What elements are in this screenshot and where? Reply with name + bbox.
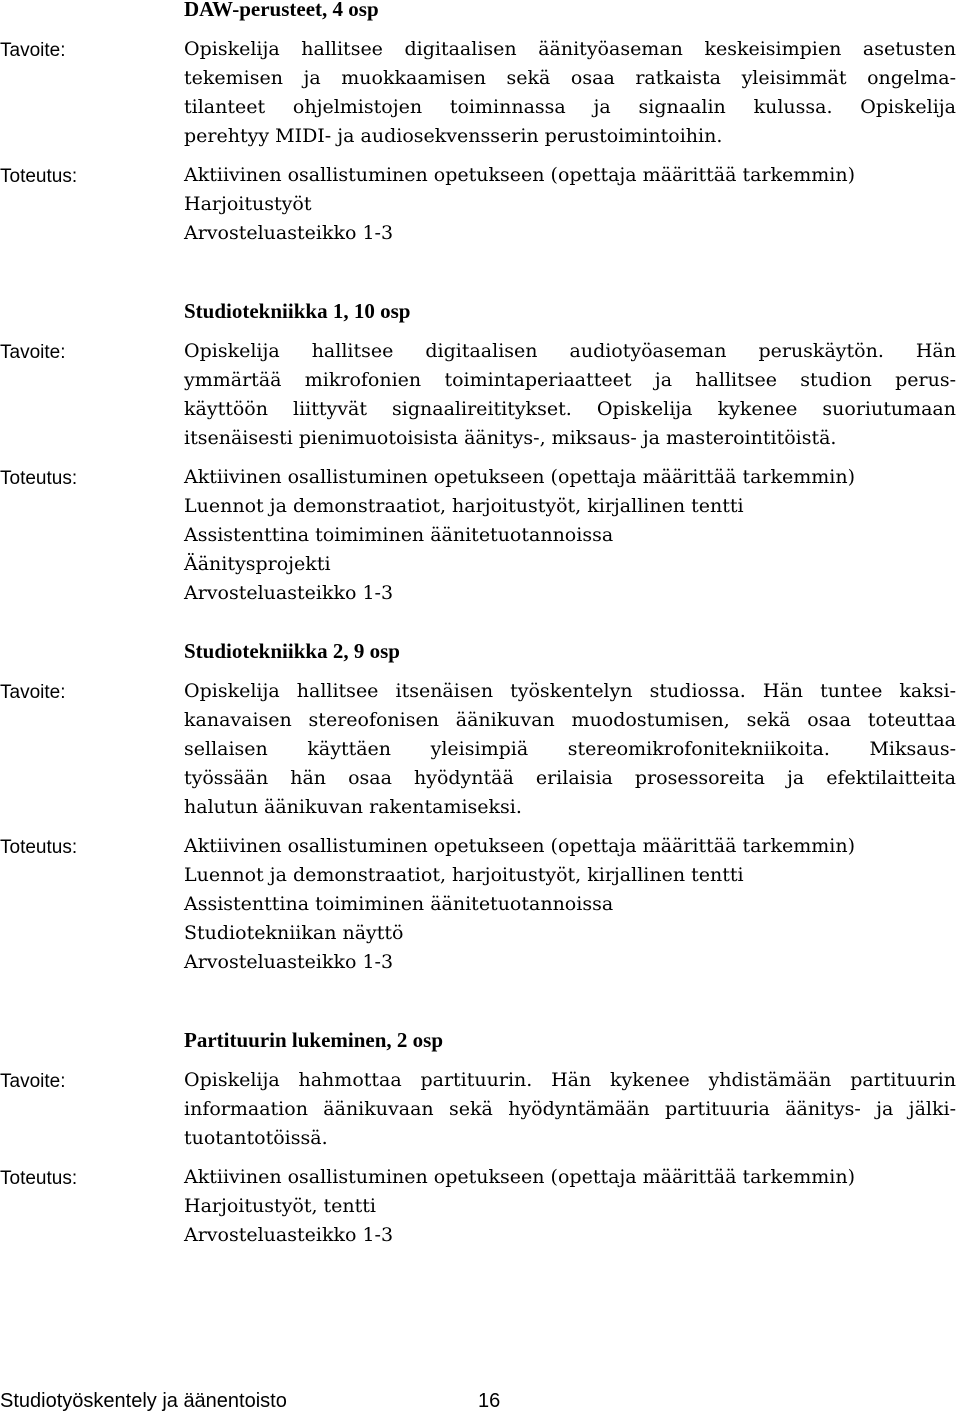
goal-label: Tavoite:	[0, 40, 66, 61]
goal-line: informaation äänikuvaan sekä hyödyntämään partituuria äänitys- ja jälki-	[184, 1098, 956, 1120]
implementation-line: Assistenttina toimiminen äänitetuotannoissa	[184, 893, 614, 915]
course-title: DAW-perusteet, 4 osp	[184, 0, 379, 21]
goal-line: ymmärtää mikrofonien toimintaperiaatteet ja hallitsee studion perus-	[184, 369, 956, 391]
course-title: Studiotekniikka 1, 10 osp	[184, 299, 411, 323]
implementation-line: Arvosteluasteikko 1-3	[184, 222, 394, 244]
implementation-line: Aktiivinen osallistuminen opetukseen (opettaja määrittää tarkemmin)	[184, 1166, 856, 1188]
implementation-line: Luennot ja demonstraatiot, harjoitustyöt, kirjallinen tentti	[184, 495, 744, 517]
course-title: Studiotekniikka 2, 9 osp	[184, 639, 400, 663]
implementation-line: Aktiivinen osallistuminen opetukseen (opettaja määrittää tarkemmin)	[184, 835, 856, 857]
goal-line: itsenäisesti pienimuotoisista äänitys-, miksaus- ja masterointitöistä.	[184, 427, 837, 449]
implementation-line: Luennot ja demonstraatiot, harjoitustyöt, kirjallinen tentti	[184, 864, 744, 886]
goal-line: tuotantotöissä.	[184, 1127, 328, 1149]
goal-line: työssään hän osaa hyödyntää erilaisia prosessoreita ja efektilaitteita	[184, 767, 956, 789]
goal-line: tekemisen ja muokkaamisen sekä osaa ratkaista yleisimmät ongelma-	[184, 67, 956, 89]
implementation-label: Toteutus:	[0, 837, 78, 858]
implementation-line: Arvosteluasteikko 1-3	[184, 951, 394, 973]
implementation-line: Äänitysprojekti	[184, 553, 331, 575]
goal-label: Tavoite:	[0, 1071, 66, 1092]
goal-line: perehtyy MIDI- ja audiosekvensserin perustoimintoihin.	[184, 125, 723, 147]
implementation-line: Arvosteluasteikko 1-3	[184, 1224, 394, 1246]
implementation-line: Harjoitustyöt	[184, 193, 312, 215]
implementation-line: Aktiivinen osallistuminen opetukseen (opettaja määrittää tarkemmin)	[184, 164, 856, 186]
implementation-label: Toteutus:	[0, 166, 78, 187]
implementation-line: Studiotekniikan näyttö	[184, 922, 404, 944]
goal-line: Opiskelija hallitsee digitaalisen audiotyöaseman peruskäytön. Hän	[184, 340, 956, 362]
implementation-line: Arvosteluasteikko 1-3	[184, 582, 394, 604]
implementation-label: Toteutus:	[0, 468, 78, 489]
goal-line: tilanteet ohjelmistojen toiminnassa ja signaalin kulussa. Opiskelija	[184, 96, 956, 118]
goal-label: Tavoite:	[0, 682, 66, 703]
footer-page-number: 16	[478, 1390, 501, 1412]
implementation-label: Toteutus:	[0, 1168, 78, 1189]
implementation-line: Aktiivinen osallistuminen opetukseen (opettaja määrittää tarkemmin)	[184, 466, 856, 488]
goal-label: Tavoite:	[0, 342, 66, 363]
goal-line: kanavaisen stereofonisen äänikuvan muodostumisen, sekä osaa toteuttaa	[184, 709, 956, 731]
goal-line: Opiskelija hallitsee digitaalisen äänityöaseman keskeisimpien asetusten	[184, 38, 956, 60]
course-title: Partituurin lukeminen, 2 osp	[184, 1028, 444, 1052]
goal-line: Opiskelija hahmottaa partituurin. Hän kykenee yhdistämään partituurin	[184, 1069, 956, 1091]
implementation-line: Harjoitustyöt, tentti	[184, 1195, 376, 1217]
goal-line: Opiskelija hallitsee itsenäisen työskentelyn studiossa. Hän tuntee kaksi-	[184, 680, 956, 702]
implementation-line: Assistenttina toimiminen äänitetuotannoissa	[184, 524, 614, 546]
goal-line: sellaisen käyttäen yleisimpiä stereomikrofonitekniikoita. Miksaus-	[184, 738, 956, 760]
goal-line: käyttöön liittyvät signaalireititykset. Opiskelija kykenee suoriutumaan	[184, 398, 956, 420]
footer-document-title: Studiotyöskentely ja äänentoisto	[0, 1390, 287, 1412]
goal-line: halutun äänikuvan rakentamiseksi.	[184, 796, 522, 818]
